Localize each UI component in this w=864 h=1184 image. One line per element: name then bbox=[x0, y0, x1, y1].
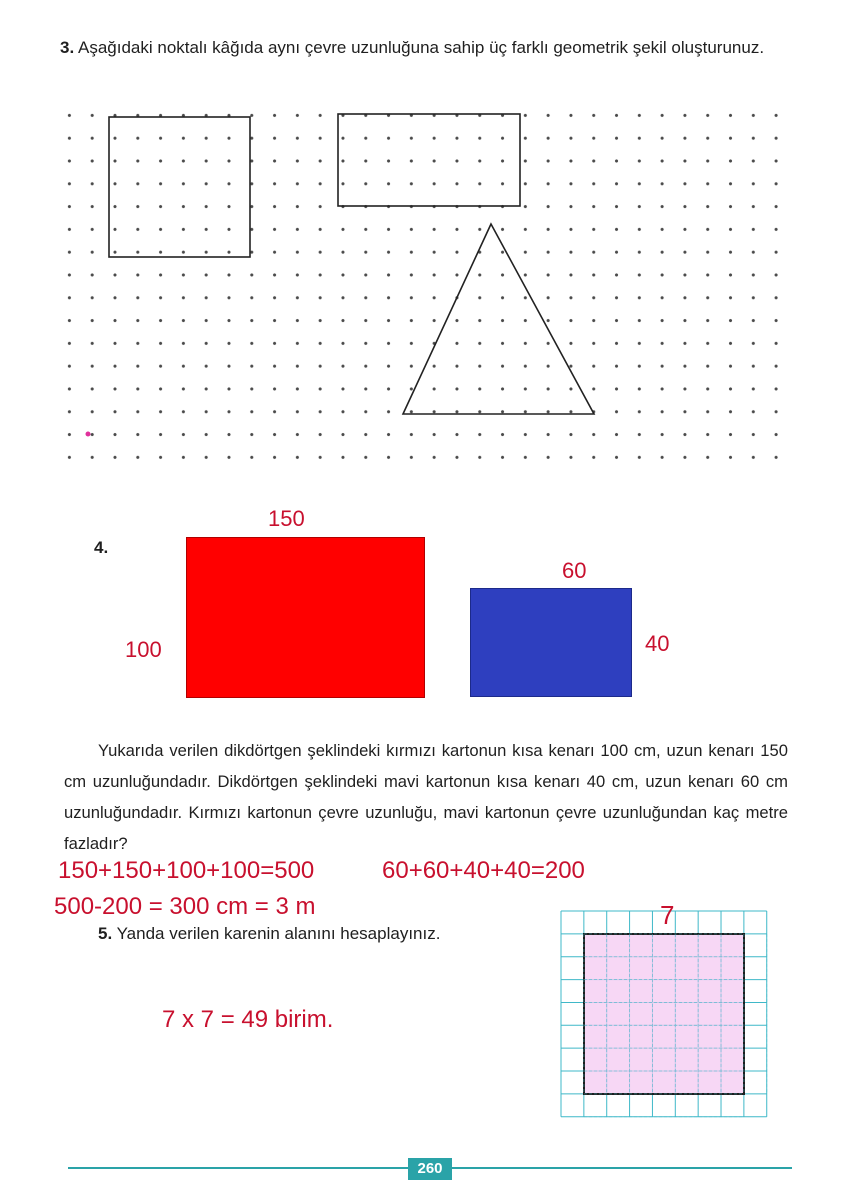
square-side-label: 7 bbox=[660, 900, 675, 930]
blue-rect-top-label: 60 bbox=[562, 558, 587, 583]
square-shape bbox=[109, 117, 250, 257]
red-rect-top-label: 150 bbox=[268, 506, 305, 531]
square-grid-figure bbox=[556, 896, 772, 1126]
pink-square bbox=[584, 934, 744, 1094]
geometric-shapes bbox=[0, 0, 864, 480]
question-5-answer: 7 x 7 = 49 birim. bbox=[162, 1006, 334, 1033]
rectangle-shape bbox=[338, 114, 520, 206]
answer-difference: 500-200 = 300 cm = 3 m bbox=[54, 893, 316, 920]
answer-blue-perimeter: 60+60+40+40=200 bbox=[382, 857, 585, 884]
pink-dot-mark bbox=[86, 432, 91, 437]
page-number: 260 bbox=[408, 1158, 452, 1180]
question-5-number: 5. bbox=[98, 924, 113, 943]
question-5-text: 5. Yanda verilen karenin alanını hesaplayınız. bbox=[98, 924, 441, 943]
question-3-number: 3. bbox=[60, 38, 75, 57]
answer-red-perimeter: 150+150+100+100=500 bbox=[58, 857, 315, 884]
red-rectangle bbox=[186, 537, 425, 698]
red-rect-side-label: 100 bbox=[125, 637, 162, 662]
footer-line-left bbox=[68, 1167, 408, 1169]
question-4-number: 4. bbox=[94, 538, 109, 557]
question-4-paragraph: Yukarıda verilen dikdörtgen şeklindeki kırmızı kartonun kısa kenarı 100 cm, uzun kenarı 150 cm uzunluğundadır. Dikdörtgen şeklindeki mavi kartonun kısa kenarı 40 cm, uzun kenarı 60 cm uzunluğundadır. Kırmızı kartonun çevre uzunluğu, mavi kartonun çevre uzunluğundan kaç metre fazladır? bbox=[64, 741, 788, 853]
blue-rect-side-label: 40 bbox=[645, 631, 670, 656]
triangle-shape bbox=[403, 224, 594, 414]
blue-rectangle bbox=[470, 588, 632, 697]
question-3-text: 3. Aşağıdaki noktalı kâğıda aynı çevre uzunluğuna sahip üç farklı geometrik şekil oluşturunuz. bbox=[60, 38, 765, 57]
footer-line-right bbox=[452, 1167, 792, 1169]
